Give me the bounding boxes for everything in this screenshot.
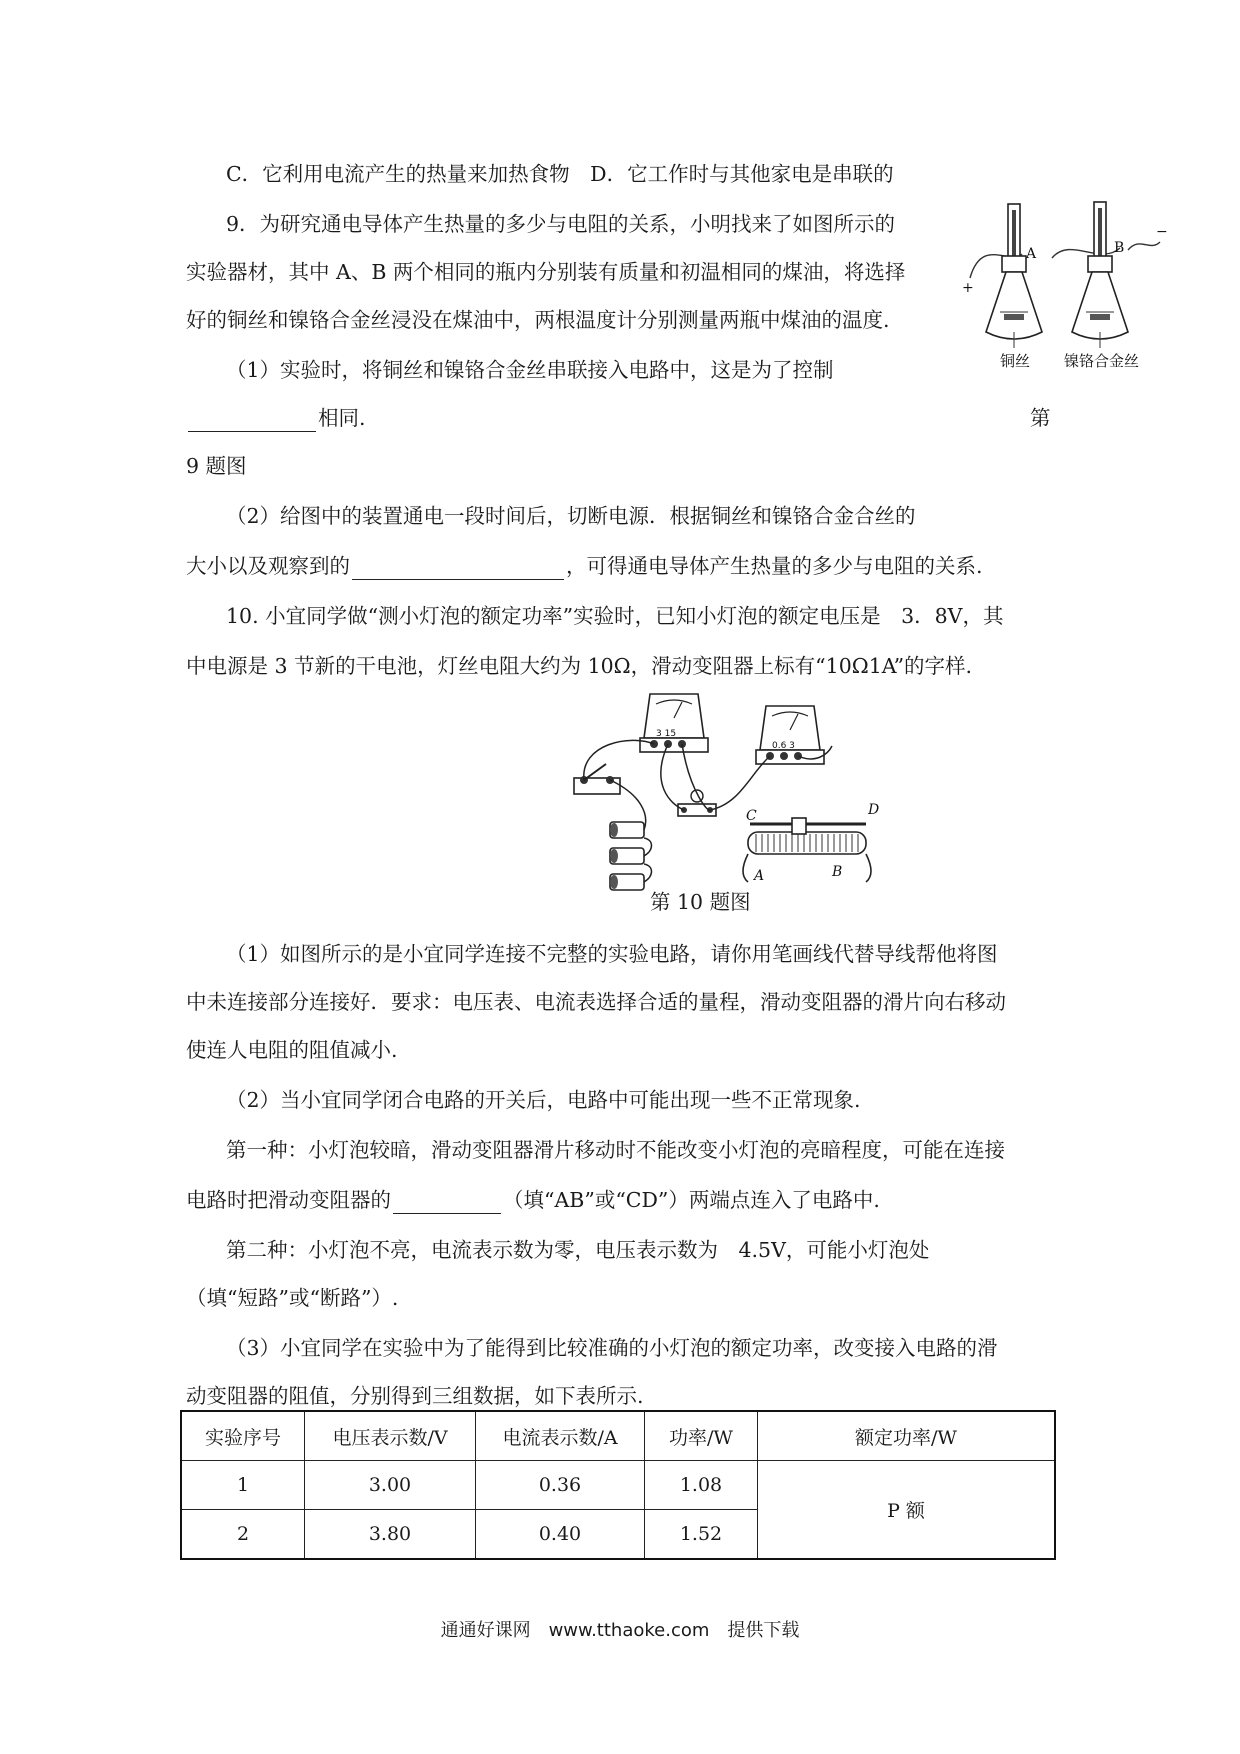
text-line — [186, 404, 366, 432]
text-fragment: （填“AB”或“CD”）两端点连入了电路中. — [503, 1188, 880, 1212]
flask-b-label: B — [1114, 240, 1125, 256]
table-cell: 2 — [181, 1510, 305, 1560]
text-line — [186, 1186, 880, 1214]
minus-terminal-label: − — [1156, 224, 1168, 240]
ammeter-scale: 0.6 3 — [772, 741, 795, 751]
figure-10-caption: 第 10 题图 — [650, 890, 751, 914]
text-line: 实验器材，其中 A、B 两个相同的瓶内分别装有质量和初温相同的煤油，将选择 — [186, 260, 906, 284]
rheostat — [743, 802, 879, 884]
figure-9-diagram — [960, 196, 1170, 372]
table-header-cell: 额定功率/W — [758, 1411, 1056, 1461]
table-cell: 1.52 — [645, 1510, 758, 1560]
text-line: 好的铜丝和镍铬合金丝浸没在煤油中，两根温度计分别测量两瓶中煤油的温度. — [186, 308, 890, 332]
table-header-cell: 电压表示数/V — [305, 1411, 476, 1461]
answer-blank[interactable] — [393, 1191, 501, 1214]
text-line: 使连人电阻的阻值减小. — [186, 1038, 398, 1062]
table-header-cell: 功率/W — [645, 1411, 758, 1461]
text-fragment: 电路时把滑动变阻器的 — [186, 1188, 391, 1212]
nichrome-wire-label: 镍铬合金丝 — [1064, 352, 1140, 370]
text-fragment: 第 — [1030, 406, 1051, 430]
text-line: 第二种：小灯泡不亮，电流表示数为零，电压表示数为 4.5V，可能小灯泡处 — [226, 1238, 930, 1262]
text-line: C．它利用电流产生的热量来加热食物 D．它工作时与其他家电是串联的 — [226, 162, 894, 186]
table-header-cell: 实验序号 — [181, 1411, 305, 1461]
table-cell: 0.36 — [476, 1461, 645, 1510]
text-fragment: ，可得通电导体产生热量的多少与电阻的关系. — [566, 554, 983, 578]
table-header-row — [181, 1411, 1055, 1461]
text-fragment: 大小以及观察到的 — [186, 554, 350, 578]
text-line: 动变阻器的阻值，分别得到三组数据，如下表所示. — [186, 1384, 644, 1408]
rated-power-cell: P 额 — [758, 1461, 1056, 1560]
results-table — [180, 1410, 1056, 1560]
figure-10-circuit — [570, 684, 900, 900]
flask-b — [1072, 202, 1128, 348]
switch — [574, 764, 620, 794]
text-line: （填“短路”或“断路”）. — [186, 1286, 399, 1310]
text-line: （2）当小宜同学闭合电路的开关后，电路中可能出现一些不正常现象. — [226, 1088, 861, 1112]
answer-blank[interactable] — [352, 557, 564, 580]
table-cell: 3.80 — [305, 1510, 476, 1560]
rheostat-label-c: C — [746, 808, 757, 824]
text-line: （1）如图所示的是小宜同学连接不完整的实验电路，请你用笔画线代替导线帮他将图 — [226, 942, 998, 966]
page-footer: 通通好课网 www.tthaoke.com 提供下载 — [440, 1620, 800, 1641]
voltmeter-scale: 3 15 — [656, 729, 677, 739]
table-row — [181, 1461, 1055, 1510]
text-fragment: 相同. — [318, 406, 366, 430]
rheostat-label-d: D — [868, 802, 880, 818]
text-line: （2）给图中的装置通电一段时间后，切断电源．根据铜丝和镍铬合金合丝的 — [226, 504, 916, 528]
text-line: 中电源是 3 节新的干电池，灯丝电阻大约为 10Ω，滑动变阻器上标有“10Ω1A”的字样. — [186, 654, 973, 678]
table-cell: 1.08 — [645, 1461, 758, 1510]
flask-a — [986, 204, 1042, 348]
table-cell: 0.40 — [476, 1510, 645, 1560]
text-line: 中未连接部分连接好．要求：电压表、电流表选择合适的量程，滑动变阻器的滑片向右移动 — [186, 990, 1006, 1014]
rheostat-label-a: A — [754, 868, 765, 884]
text-line — [186, 552, 983, 580]
table-cell: 1 — [181, 1461, 305, 1510]
ammeter — [756, 706, 824, 764]
battery-pack — [610, 822, 644, 890]
text-line: （1）实验时，将铜丝和镍铬合金丝串联接入电路中，这是为了控制 — [226, 358, 834, 382]
rheostat-label-b: B — [832, 864, 843, 880]
text-line: 第一种：小灯泡较暗，滑动变阻器滑片移动时不能改变小灯泡的亮暗程度，可能在连接 — [226, 1138, 1005, 1162]
question-9-stem: 9．为研究通电导体产生热量的多少与电阻的关系，小明找来了如图所示的 — [226, 212, 896, 236]
answer-blank[interactable] — [188, 409, 316, 432]
question-10-stem: 10. 小宜同学做“测小灯泡的额定功率”实验时，已知小灯泡的额定电压是 3．8V，其 — [226, 604, 1004, 628]
table-cell: 3.00 — [305, 1461, 476, 1510]
text-line: （3）小宜同学在实验中为了能得到比较准确的小灯泡的额定功率，改变接入电路的滑 — [226, 1336, 998, 1360]
table-header-cell: 电流表示数/A — [476, 1411, 645, 1461]
text-line: 9 题图 — [186, 454, 247, 478]
copper-wire-label: 铜丝 — [1000, 352, 1031, 370]
plus-terminal-label: + — [962, 280, 974, 296]
flask-a-label: A — [1026, 246, 1037, 262]
